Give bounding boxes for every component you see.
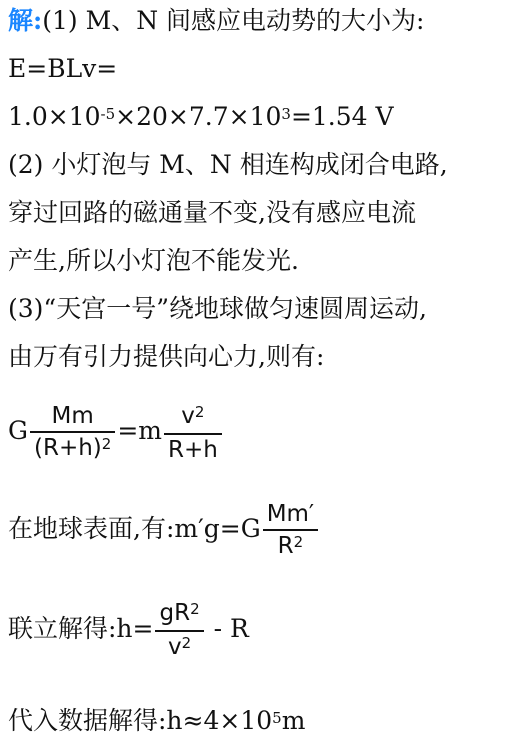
eq3-fraction — [155, 598, 203, 664]
eq1-constant: G — [8, 416, 28, 445]
emf-calc-result: =1.54 V — [290, 102, 394, 131]
eq2-denominator: $R^2$ — [277, 532, 304, 559]
result-unit: m — [281, 706, 306, 735]
eq3-denominator: $v^2$ — [167, 633, 192, 660]
combined-solution-equation — [8, 596, 249, 664]
gravity-equation — [8, 398, 224, 465]
emf-calc-part-b: ×20×7.7×10 — [115, 102, 282, 131]
eq3-prefix: 联立解得:h= — [8, 614, 154, 643]
eq1-left-fraction — [30, 401, 115, 465]
eq1-numerator: Mm — [51, 402, 94, 429]
eq1-right-fraction — [164, 401, 222, 465]
emf-exp-a: -5 — [100, 105, 116, 123]
surface-equation — [8, 496, 320, 563]
eq1-equals: =m — [117, 416, 162, 445]
eq3-numerator: $gR^2$ — [159, 599, 200, 626]
part1-line — [8, 4, 424, 38]
part2-line2: 穿过回路的磁通量不变,没有感应电流 — [8, 198, 416, 227]
eq1-denominator: $(R+h)^2$ — [33, 434, 112, 461]
eq1-right-numerator: $v^2$ — [181, 402, 205, 429]
solution-label: 解: — [8, 6, 43, 35]
part1-text: (1) M、N 间感应电动势的大小为: — [42, 6, 425, 35]
eq1-right-denominator: R+h — [167, 436, 218, 463]
part2-line3: 产生,所以小灯泡不能发光. — [8, 246, 299, 275]
emf-formula: E=BLv= — [8, 54, 118, 83]
emf-calc-part-a: 1.0×10 — [8, 102, 101, 131]
eq2-prefix: 在地球表面,有:m′g=G — [8, 514, 261, 543]
emf-exp-b: 3 — [281, 105, 291, 123]
eq2-numerator: Mm′ — [266, 500, 315, 527]
final-result — [8, 704, 305, 741]
part3-line1: (3)“天宫一号”绕地球做匀速圆周运动, — [8, 294, 427, 323]
eq2-fraction — [263, 499, 318, 563]
emf-calculation — [8, 100, 394, 137]
result-exponent: 5 — [272, 709, 282, 727]
part2-line1: (2) 小灯泡与 M、N 相连构成闭合电路, — [8, 150, 448, 179]
result-prefix: 代入数据解得:h≈4×10 — [8, 706, 273, 735]
part3-line2: 由万有引力提供向心力,则有: — [8, 342, 325, 371]
eq3-suffix: - R — [205, 614, 249, 643]
